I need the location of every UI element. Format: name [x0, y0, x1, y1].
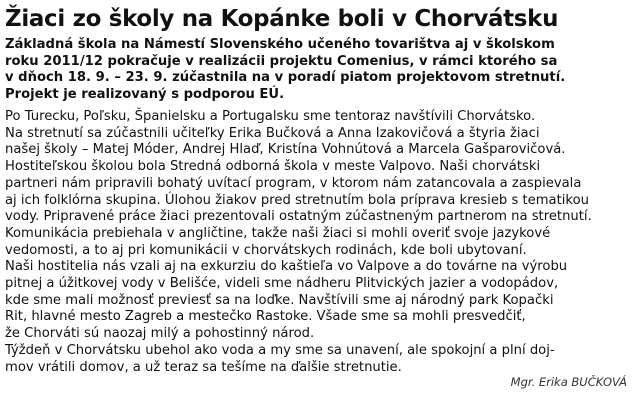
- body-line: pitnej a úžitkovej vody v Belišće, videli sme nádheru Plitvických jazier a vodopádov,: [5, 276, 559, 292]
- body-line: Hostiteľskou školou bola Stredná odborná škola v meste Valpovo. Naši chorvátski: [5, 159, 541, 175]
- body-line: Naši hostitelia nás vzali aj na exkurziu do kaštieľa vo Valpove a do továrne na výrobu: [5, 259, 568, 275]
- body-line: aj ich folklórna skupina. Úlohou žiakov pred stretnutím bola príprava kresieb s tematikou: [5, 192, 589, 208]
- article-headline: Žiaci zo školy na Kopánke boli v Chorvátsku: [5, 6, 559, 32]
- article-page: [5, 0, 635, 403]
- body-line: Na stretnutí sa zúčastnili učiteľky Erika Bučková a Anna Izakovičová a štyria žiaci: [5, 125, 540, 141]
- body-line: kde sme mali možnosť previesť sa na loďke. Navštívili sme aj národný park Kopački: [5, 292, 554, 308]
- author-signature: Mgr. Erika BUČKOVÁ: [510, 375, 627, 389]
- article-body: [5, 109, 635, 376]
- article-lead: [5, 37, 635, 103]
- body-line: Po Turecku, Poľsku, Španielsku a Portugalsku sme tentoraz navštívili Chorvátsko.: [5, 109, 536, 124]
- body-line: mov vrátili domov, a už teraz sa tešíme na ďalšie stretnutie.: [5, 359, 402, 375]
- lead-line: v dňoch 18. 9. – 23. 9. zúčastnila na v poradí piatom projektovom stretnutí.: [5, 70, 566, 85]
- body-line: že Chorváti sú naozaj milý a pohostinný národ.: [5, 326, 315, 342]
- body-line: Rit, hlavné mesto Zagreb a mestečko Rastoke. Všade sme sa mohli presvedčiť,: [5, 309, 526, 325]
- lead-line: Základná škola na Námestí Slovenského učeného tovarištva aj v školskom: [5, 37, 555, 52]
- body-line: Komunikácia prebiehala v angličtine, takže naši žiaci si mohli overiť svoje jazykové: [5, 225, 551, 241]
- body-line: našej školy – Matej Móder, Andrej Hlaď, Kristína Vohnútová a Marcela Gašparovičová.: [5, 142, 566, 158]
- body-line: partneri nám pripravili bohatý uvítací program, v ktorom nám zatancovala a zaspievala: [5, 175, 582, 191]
- body-line: vedomosti, a to aj pri komunikácii v chorvátskych rodinách, kde boli ubytovaní.: [5, 242, 527, 258]
- body-line: vody. Pripravené práce žiaci prezentovali ostatným zúčastneným partnerom na stretnutí.: [5, 209, 592, 225]
- lead-line: roku 2011/12 pokračuje v realizácii projektu Comenius, v rámci ktorého sa: [5, 53, 558, 69]
- body-line: Týždeň v Chorvátsku ubehol ako voda a my sme sa unavení, ale spokojní a plní doj-: [5, 342, 555, 358]
- lead-line: Projekt je realizovaný s podporou EÚ.: [5, 86, 285, 102]
